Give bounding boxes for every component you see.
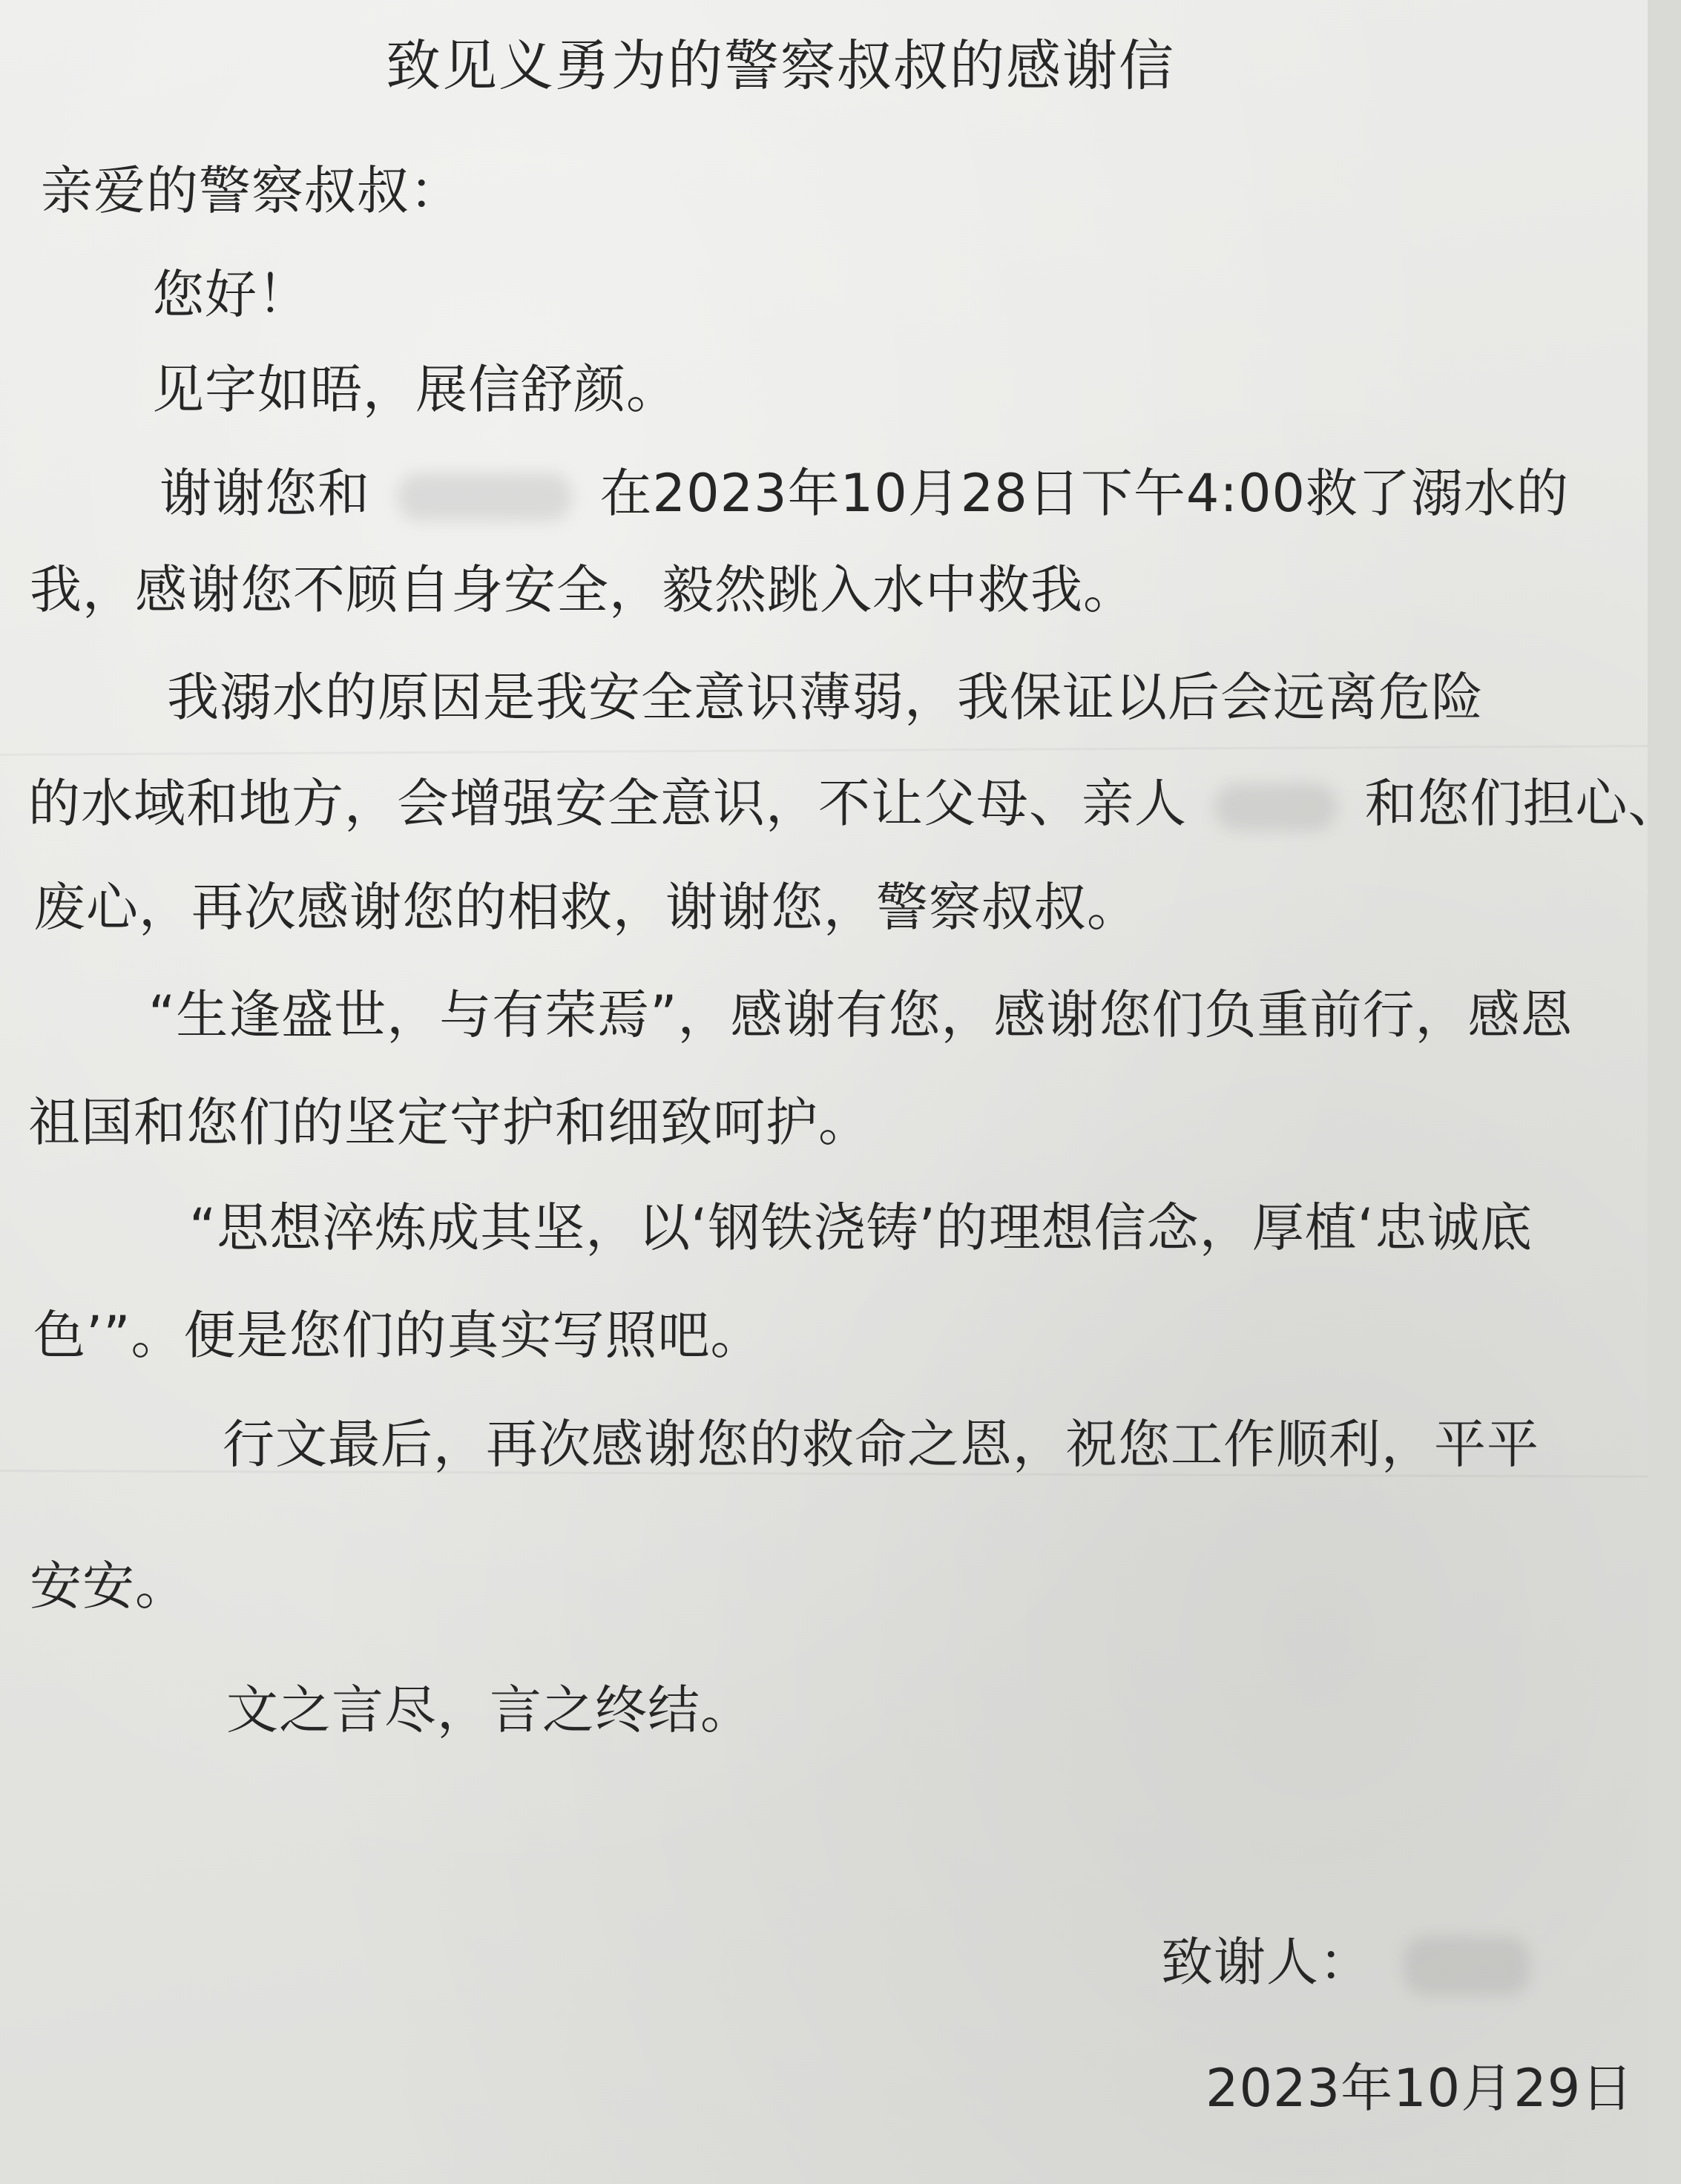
paragraph-5-line-2: 安安。 [30,1556,188,1616]
redacted-name [1214,783,1337,831]
text-segment: 和您们担心、 [1364,773,1681,834]
redacted-signature [1404,1936,1530,1996]
text-segment: 在2023年10月28日下午4:00救了溺水的 [599,463,1570,524]
paragraph-2-line-1: 我溺水的原因是我安全意识薄弱，我保证以后会远离危险 [167,667,1484,728]
paragraph-2-line-2 [28,773,1681,834]
letter-date: 2023年10月29日 [1205,2058,1634,2119]
paragraph-5-line-1: 行文最后，再次感谢您的救命之恩，祝您工作顺利，平平 [223,1414,1539,1475]
closing-line: 文之言尽，言之终结。 [226,1680,753,1740]
letter-title: 致见义勇为的警察叔叔的感谢信 [386,34,1175,98]
salutation: 亲爱的警察叔叔： [41,160,462,221]
greeting: 您好！ [152,264,310,325]
paragraph-3-line-1: “生逢盛世，与有荣焉”，感谢有您，感谢您们负重前行，感恩 [148,984,1573,1045]
paragraph-2-line-3: 废心，再次感谢您的相救，谢谢您，警察叔叔。 [33,877,1139,938]
text-segment: 谢谢您和 [159,463,370,524]
paragraph-1-line-1 [159,463,1570,524]
paragraph-4-line-1: “思想淬炼成其坚，以‘钢铁浇铸’的理想信念，厚植‘忠诚底 [189,1197,1533,1258]
paragraph-3-line-2: 祖国和您们的坚定守护和细致呵护。 [28,1092,871,1153]
text-segment: 的水域和地方，会增强安全意识，不让父母、亲人 [28,773,1187,834]
redacted-name [398,473,572,521]
paragraph-1-line-2: 我，感谢您不顾自身安全，毅然跳入水中救我。 [30,559,1136,620]
opening-line: 见字如晤，展信舒颜。 [152,359,679,420]
paper-fold-line [0,745,1648,756]
signer-line [1161,1932,1530,1996]
paragraph-4-line-2: 色’”。便是您们的真实写照吧。 [33,1305,763,1366]
signer-label: 致谢人： [1161,1932,1372,1993]
